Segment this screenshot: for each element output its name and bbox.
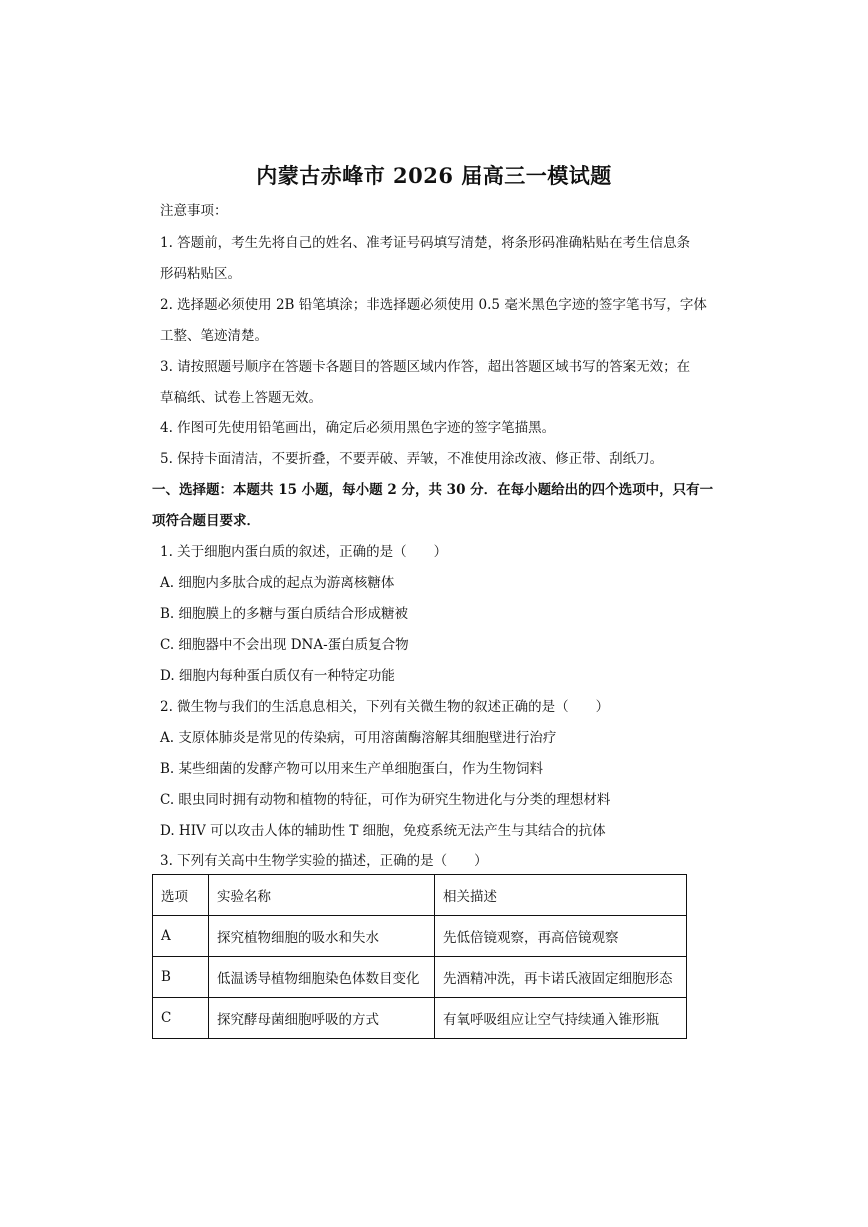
notice-item: 5. 保持卡面清洁，不要折叠，不要弄破、弄皱，不准使用涂改液、修正带、刮纸刀。 [160, 451, 664, 467]
question-option: A. 细胞内多肽合成的起点为游离核糖体 [160, 575, 395, 591]
table-row [153, 916, 687, 957]
exam-title: 内蒙古赤峰市 2026 届高三一模试题 [256, 163, 612, 188]
table-cell: B [153, 957, 209, 998]
question-option: B. 细胞膜上的多糖与蛋白质结合形成糖被 [160, 606, 409, 622]
table-cell: A [153, 916, 209, 957]
notice-item: 形码粘贴区。 [160, 266, 241, 282]
table-row [153, 957, 687, 998]
question-option: C. 眼虫同时拥有动物和植物的特征，可作为研究生物进化与分类的理想材料 [160, 792, 611, 808]
question-option: A. 支原体肺炎是常见的传染病，可用溶菌酶溶解其细胞壁进行治疗 [160, 730, 557, 746]
table-cell: 先酒精冲洗，再卡诺氏液固定细胞形态 [435, 957, 687, 998]
table-cell: 低温诱导植物细胞染色体数目变化 [209, 957, 435, 998]
notice-item: 4. 作图可先使用铅笔画出，确定后必须用黑色字迹的签字笔描黑。 [160, 420, 556, 436]
notice-item: 工整、笔迹清楚。 [160, 328, 268, 344]
notice-item: 草稿纸、试卷上答题无效。 [160, 390, 322, 406]
experiment-table [152, 874, 687, 1039]
notice-item: 3. 请按照题号顺序在答题卡各题目的答题区域内作答，超出答题区域书写的答案无效；在 [160, 359, 691, 375]
table-cell: 有氧呼吸组应让空气持续通入锥形瓶 [435, 998, 687, 1039]
section-heading-cont: 项符合题目要求． [152, 513, 260, 529]
question-option: D. HIV 可以攻击人体的辅助性 T 细胞，免疫系统无法产生与其结合的抗体 [160, 823, 606, 839]
notice-item: 2. 选择题必须使用 2B 铅笔填涂；非选择题必须使用 0.5 毫米黑色字迹的签字笔书写，字体 [160, 297, 707, 313]
question-option: D. 细胞内每种蛋白质仅有一种特定功能 [160, 668, 395, 684]
question-option: C. 细胞器中不会出现 DNA-蛋白质复合物 [160, 637, 409, 653]
table-row [153, 998, 687, 1039]
table-cell: 探究植物细胞的吸水和失水 [209, 916, 435, 957]
table-header-row [153, 875, 687, 916]
notice-heading: 注意事项： [160, 203, 228, 219]
table-cell: C [153, 998, 209, 1039]
notice-item: 1. 答题前，考生先将自己的姓名、准考证号码填写清楚，将条形码准确粘贴在考生信息条 [160, 235, 691, 251]
table-cell: 先低倍镜观察，再高倍镜观察 [435, 916, 687, 957]
table-header: 实验名称 [209, 875, 435, 916]
question-stem: 2. 微生物与我们的生活息息相关，下列有关微生物的叙述正确的是（ ） [160, 699, 610, 715]
table-header: 相关描述 [435, 875, 687, 916]
table-cell: 探究酵母菌细胞呼吸的方式 [209, 998, 435, 1039]
question-option: B. 某些细菌的发酵产物可以用来生产单细胞蛋白，作为生物饲料 [160, 761, 544, 777]
table-header: 选项 [153, 875, 209, 916]
question-stem: 3. 下列有关高中生物学实验的描述，正确的是（ ） [160, 853, 488, 869]
section-heading: 一、选择题：本题共 15 小题，每小题 2 分，共 30 分．在每小题给出的四个选项中，只有一 [152, 482, 714, 498]
question-stem: 1. 关于细胞内蛋白质的叙述，正确的是（ ） [160, 544, 448, 560]
